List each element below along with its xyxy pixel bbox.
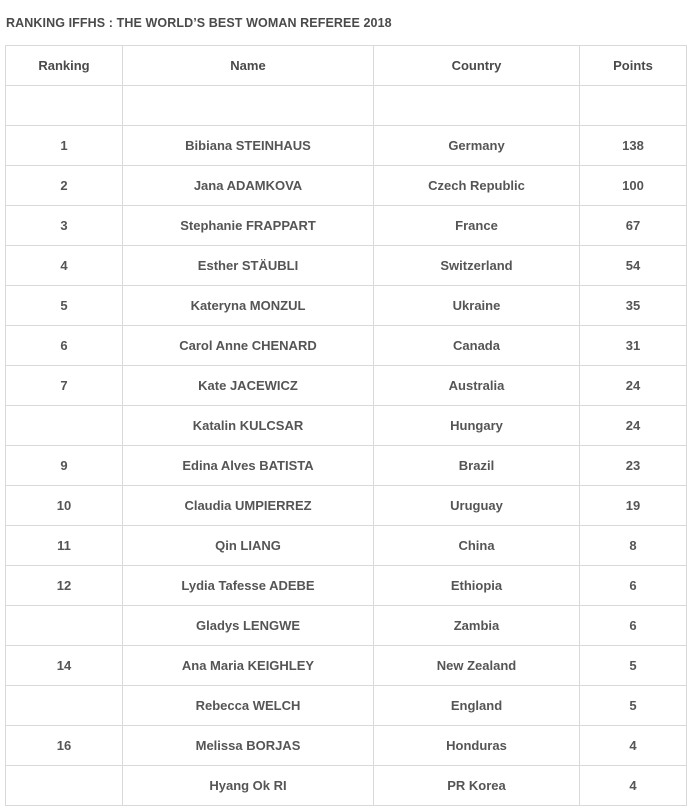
points-cell: 23 <box>580 446 687 486</box>
rank-cell <box>6 686 123 726</box>
country-cell: Hungary <box>374 406 580 446</box>
header-ranking: Ranking <box>6 46 123 86</box>
points-cell: 4 <box>580 726 687 766</box>
country-cell: Ukraine <box>374 286 580 326</box>
table-row <box>6 86 687 126</box>
points-cell: 4 <box>580 766 687 806</box>
points-cell: 5 <box>580 646 687 686</box>
rank-cell <box>6 406 123 446</box>
rank-cell: 12 <box>6 566 123 606</box>
name-cell: Katalin KULCSAR <box>123 406 374 446</box>
rank-cell: 5 <box>6 286 123 326</box>
name-cell <box>123 86 374 126</box>
table-row <box>6 486 687 526</box>
points-cell: 54 <box>580 246 687 286</box>
ranking-table-container <box>5 45 686 806</box>
points-cell: 24 <box>580 366 687 406</box>
table-row <box>6 526 687 566</box>
name-cell: Ana Maria KEIGHLEY <box>123 646 374 686</box>
table-row <box>6 766 687 806</box>
rank-cell: 1 <box>6 126 123 166</box>
table-row <box>6 646 687 686</box>
country-cell: England <box>374 686 580 726</box>
country-cell: Switzerland <box>374 246 580 286</box>
name-cell: Stephanie FRAPPART <box>123 206 374 246</box>
rank-cell: 2 <box>6 166 123 206</box>
rank-cell <box>6 606 123 646</box>
name-cell: Esther STÄUBLI <box>123 246 374 286</box>
name-cell: Kateryna MONZUL <box>123 286 374 326</box>
country-cell: Canada <box>374 326 580 366</box>
country-cell: Brazil <box>374 446 580 486</box>
rank-cell: 6 <box>6 326 123 366</box>
table-row <box>6 366 687 406</box>
rank-cell: 4 <box>6 246 123 286</box>
table-row <box>6 686 687 726</box>
rank-cell: 10 <box>6 486 123 526</box>
points-cell: 8 <box>580 526 687 566</box>
name-cell: Gladys LENGWE <box>123 606 374 646</box>
points-cell: 67 <box>580 206 687 246</box>
table-row <box>6 286 687 326</box>
table-header-row <box>6 46 687 86</box>
rank-cell <box>6 766 123 806</box>
country-cell: New Zealand <box>374 646 580 686</box>
header-name: Name <box>123 46 374 86</box>
name-cell: Lydia Tafesse ADEBE <box>123 566 374 606</box>
name-cell: Hyang Ok RI <box>123 766 374 806</box>
name-cell: Carol Anne CHENARD <box>123 326 374 366</box>
points-cell: 35 <box>580 286 687 326</box>
points-cell: 6 <box>580 606 687 646</box>
rank-cell: 11 <box>6 526 123 566</box>
rank-cell: 7 <box>6 366 123 406</box>
ranking-table <box>5 45 687 806</box>
page-title: RANKING IFFHS : THE WORLD’S BEST WOMAN REFEREE 2018 <box>6 16 392 30</box>
name-cell: Melissa BORJAS <box>123 726 374 766</box>
header-points: Points <box>580 46 687 86</box>
country-cell: Australia <box>374 366 580 406</box>
points-cell: 24 <box>580 406 687 446</box>
points-cell: 138 <box>580 126 687 166</box>
points-cell: 31 <box>580 326 687 366</box>
points-cell: 5 <box>580 686 687 726</box>
country-cell: Czech Republic <box>374 166 580 206</box>
name-cell: Bibiana STEINHAUS <box>123 126 374 166</box>
name-cell: Jana ADAMKOVA <box>123 166 374 206</box>
country-cell <box>374 86 580 126</box>
name-cell: Qin LIANG <box>123 526 374 566</box>
table-row <box>6 326 687 366</box>
table-body <box>6 86 687 806</box>
rank-cell: 16 <box>6 726 123 766</box>
rank-cell: 14 <box>6 646 123 686</box>
points-cell: 19 <box>580 486 687 526</box>
rank-cell: 3 <box>6 206 123 246</box>
table-row <box>6 206 687 246</box>
points-cell: 6 <box>580 566 687 606</box>
header-country: Country <box>374 46 580 86</box>
country-cell: France <box>374 206 580 246</box>
country-cell: China <box>374 526 580 566</box>
points-cell: 100 <box>580 166 687 206</box>
rank-cell: 9 <box>6 446 123 486</box>
table-row <box>6 246 687 286</box>
country-cell: Zambia <box>374 606 580 646</box>
country-cell: Uruguay <box>374 486 580 526</box>
table-row <box>6 406 687 446</box>
name-cell: Rebecca WELCH <box>123 686 374 726</box>
table-row <box>6 126 687 166</box>
table-row <box>6 606 687 646</box>
name-cell: Edina Alves BATISTA <box>123 446 374 486</box>
country-cell: Germany <box>374 126 580 166</box>
name-cell: Kate JACEWICZ <box>123 366 374 406</box>
country-cell: Ethiopia <box>374 566 580 606</box>
name-cell: Claudia UMPIERREZ <box>123 486 374 526</box>
points-cell <box>580 86 687 126</box>
table-row <box>6 726 687 766</box>
table-row <box>6 166 687 206</box>
country-cell: Honduras <box>374 726 580 766</box>
country-cell: PR Korea <box>374 766 580 806</box>
table-row <box>6 446 687 486</box>
rank-cell <box>6 86 123 126</box>
table-row <box>6 566 687 606</box>
